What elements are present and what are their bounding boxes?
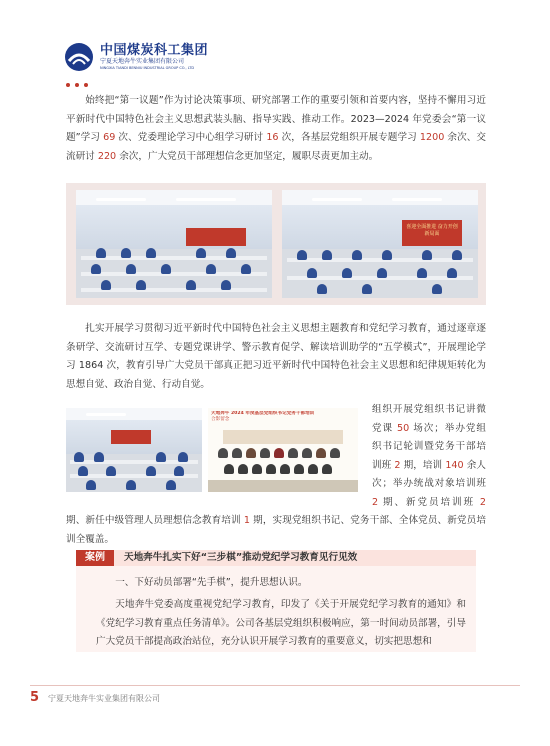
paragraph-study-education: 扎实开展学习贯彻习近平新时代中国特色社会主义思想主题教育和党纪学习教育，通过逐章逐条研学、交流研讨互学、专题党课讲学、警示教育促学、解读培训助学的“五学模式”，开展理论学习 1864 次，教育引导广大党员干部真正把习近平新时代中国特色社会主义思想和纪律规矩转化为思想自觉、政治自觉、行动自觉。 (66, 323, 486, 390)
meeting-photo-right (282, 190, 478, 298)
company-logo-icon (64, 42, 94, 72)
company-english-name: NINGXIA TIANDI BENNIU INDUSTRIAL GROUP CO., LTD (100, 66, 195, 70)
footer-divider (30, 685, 520, 686)
case-header (76, 550, 476, 566)
case-tag: 案例 (76, 550, 114, 566)
company-header (64, 42, 208, 72)
case-body: 天地奔牛党委高度重视党纪学习教育，印发了《关于开展党纪学习教育的通知》和《党纪学习教育重点任务清单》。公司各基层党组织积极响应，第一时间动员部署，引导广大党员干部提高政治站位，充分认识开展学习教育的重要意义，切实把思想和 (96, 599, 466, 647)
footer-company: 宁夏天地奔牛实业集团有限公司 (48, 694, 160, 703)
case-heading: 一、下好动员部署“先手棋”，提升思想认识。 (115, 577, 308, 588)
company-name: 中国煤炭科工集团 (100, 43, 209, 58)
group-photo-caption: 天地奔牛 2024 年度基层党组织书记党务干部培训 (211, 411, 315, 416)
group-photo-caption-2: 合影留念 (211, 417, 230, 422)
paragraph-training: 组织开展党组织书记讲微党课 50 场次；举办党组织书记轮训暨党务干部培训班 2 期，培训 140 余人次；举办统战对象培训班 2 期、新党员培训班 2 期、新任中级管理人员理想信念教育培训 1 期，实现党组织书记、党务干部、全体党员、新党员培训全覆盖。 (66, 404, 486, 545)
stage-banner-text: 喜迎全面推进 奋力开创新局面 (406, 224, 458, 237)
decorative-dots (66, 83, 88, 87)
photo-strip-top (66, 183, 486, 305)
paragraph-first-topic: 始终把“第一议题”作为讨论决策事项、研究部署工作的重要引领和首要内容，坚持不懈用习近平新时代中国特色社会主义思想武装头脑、指导实践、推动工作。2023—2024 年党委会“第一议题”学习 69 次、党委理论学习中心组学习研讨 16 次，各基层党组织开展专题学习 1200 余次、交流研讨 220 余次，广大党员干部理想信念更加坚定，履职尽责更加主动。 (66, 95, 486, 162)
meeting-photo-left (76, 190, 272, 298)
page-number: 5 (30, 690, 40, 705)
company-subsidiary: 宁夏天地奔牛实业集团有限公司 (100, 58, 185, 65)
case-title: 天地奔牛扎实下好“三步棋”推动党纪学习教育见行见效 (124, 552, 358, 563)
